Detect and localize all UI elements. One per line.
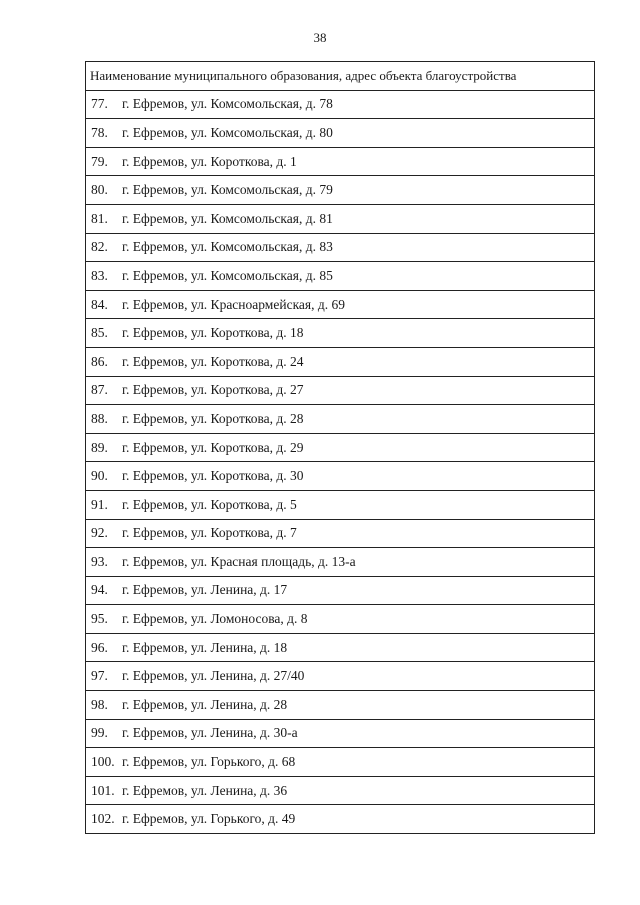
table-row bbox=[86, 719, 595, 748]
table-row bbox=[86, 576, 595, 605]
row-number: 99. bbox=[91, 725, 108, 741]
address-text: г. Ефремов, ул. Ленина, д. 17 bbox=[122, 582, 288, 598]
address-cell bbox=[86, 633, 595, 662]
table-row bbox=[86, 805, 595, 834]
row-number: 82. bbox=[91, 239, 108, 255]
address-cell bbox=[86, 719, 595, 748]
table-row bbox=[86, 662, 595, 691]
row-number: 80. bbox=[91, 182, 108, 198]
row-number: 92. bbox=[91, 525, 108, 541]
row-number: 100. bbox=[91, 754, 115, 770]
column-header: Наименование муниципального образования, адрес объекта благоустройства bbox=[86, 62, 595, 91]
address-text: г. Ефремов, ул. Короткова, д. 5 bbox=[122, 496, 297, 512]
table-row bbox=[86, 548, 595, 577]
address-text: г. Ефремов, ул. Горького, д. 68 bbox=[122, 754, 296, 770]
row-number: 85. bbox=[91, 325, 108, 341]
address-cell bbox=[86, 119, 595, 148]
address-text: г. Ефремов, ул. Ломоносова, д. 8 bbox=[122, 611, 308, 627]
address-cell bbox=[86, 376, 595, 405]
table-row bbox=[86, 462, 595, 491]
address-text: г. Ефремов, ул. Комсомольская, д. 78 bbox=[122, 96, 333, 112]
address-cell bbox=[86, 147, 595, 176]
address-text: г. Ефремов, ул. Комсомольская, д. 85 bbox=[122, 267, 333, 283]
address-text: г. Ефремов, ул. Короткова, д. 30 bbox=[122, 468, 304, 484]
address-cell bbox=[86, 605, 595, 634]
table-row bbox=[86, 90, 595, 119]
page-number: 38 bbox=[313, 30, 327, 45]
address-text: г. Ефремов, ул. Короткова, д. 24 bbox=[122, 353, 304, 369]
address-text: г. Ефремов, ул. Комсомольская, д. 79 bbox=[122, 182, 333, 198]
row-number: 102. bbox=[91, 811, 115, 827]
address-text: г. Ефремов, ул. Ленина, д. 30-а bbox=[122, 725, 298, 741]
table-row bbox=[86, 776, 595, 805]
table-row bbox=[86, 233, 595, 262]
address-text: г. Ефремов, ул. Ленина, д. 28 bbox=[122, 696, 288, 712]
table-row bbox=[86, 376, 595, 405]
address-cell bbox=[86, 233, 595, 262]
table-row bbox=[86, 147, 595, 176]
address-text: г. Ефремов, ул. Короткова, д. 27 bbox=[122, 382, 304, 398]
address-cell bbox=[86, 90, 595, 119]
address-text: г. Ефремов, ул. Комсомольская, д. 81 bbox=[122, 210, 333, 226]
address-cell bbox=[86, 462, 595, 491]
row-number: 81. bbox=[91, 210, 108, 226]
table-row bbox=[86, 290, 595, 319]
address-text: г. Ефремов, ул. Короткова, д. 29 bbox=[122, 439, 304, 455]
table-row bbox=[86, 519, 595, 548]
table-row bbox=[86, 119, 595, 148]
table-body bbox=[86, 90, 595, 833]
address-cell bbox=[86, 548, 595, 577]
address-cell bbox=[86, 176, 595, 205]
address-text: г. Ефремов, ул. Ленина, д. 27/40 bbox=[122, 668, 305, 684]
address-text: г. Ефремов, ул. Короткова, д. 7 bbox=[122, 525, 297, 541]
row-number: 79. bbox=[91, 153, 108, 169]
table-header-row bbox=[86, 62, 595, 91]
table-row bbox=[86, 319, 595, 348]
address-text: г. Ефремов, ул. Красноармейская, д. 69 bbox=[122, 296, 345, 312]
address-cell bbox=[86, 519, 595, 548]
row-number: 89. bbox=[91, 439, 108, 455]
address-text: г. Ефремов, ул. Горького, д. 49 bbox=[122, 811, 296, 827]
table-row bbox=[86, 405, 595, 434]
address-cell bbox=[86, 204, 595, 233]
row-number: 95. bbox=[91, 611, 108, 627]
address-text: г. Ефремов, ул. Красная площадь, д. 13-а bbox=[122, 553, 356, 569]
table-row bbox=[86, 262, 595, 291]
row-number: 101. bbox=[91, 782, 115, 798]
table-row bbox=[86, 433, 595, 462]
row-number: 98. bbox=[91, 696, 108, 712]
table-row bbox=[86, 490, 595, 519]
table-row bbox=[86, 633, 595, 662]
address-text: г. Ефремов, ул. Комсомольская, д. 83 bbox=[122, 239, 333, 255]
address-cell bbox=[86, 262, 595, 291]
address-text: г. Ефремов, ул. Короткова, д. 18 bbox=[122, 325, 304, 341]
row-number: 78. bbox=[91, 124, 108, 140]
address-text: г. Ефремов, ул. Короткова, д. 28 bbox=[122, 410, 304, 426]
address-cell bbox=[86, 490, 595, 519]
table-row bbox=[86, 691, 595, 720]
address-text: г. Ефремов, ул. Ленина, д. 36 bbox=[122, 782, 288, 798]
row-number: 91. bbox=[91, 496, 108, 512]
address-text: г. Ефремов, ул. Комсомольская, д. 80 bbox=[122, 124, 333, 140]
address-cell bbox=[86, 805, 595, 834]
table-row bbox=[86, 176, 595, 205]
address-cell bbox=[86, 748, 595, 777]
address-cell bbox=[86, 319, 595, 348]
row-number: 84. bbox=[91, 296, 108, 312]
row-number: 86. bbox=[91, 353, 108, 369]
row-number: 83. bbox=[91, 267, 108, 283]
table-row bbox=[86, 204, 595, 233]
row-number: 94. bbox=[91, 582, 108, 598]
table-row bbox=[86, 748, 595, 777]
row-number: 90. bbox=[91, 468, 108, 484]
table-row bbox=[86, 605, 595, 634]
row-number: 88. bbox=[91, 410, 108, 426]
table-row bbox=[86, 347, 595, 376]
address-cell bbox=[86, 576, 595, 605]
address-table bbox=[85, 61, 595, 834]
row-number: 93. bbox=[91, 553, 108, 569]
address-cell bbox=[86, 405, 595, 434]
row-number: 77. bbox=[91, 96, 108, 112]
address-text: г. Ефремов, ул. Короткова, д. 1 bbox=[122, 153, 297, 169]
row-number: 96. bbox=[91, 639, 108, 655]
address-cell bbox=[86, 347, 595, 376]
row-number: 87. bbox=[91, 382, 108, 398]
address-cell bbox=[86, 290, 595, 319]
address-cell bbox=[86, 662, 595, 691]
address-cell bbox=[86, 691, 595, 720]
address-cell bbox=[86, 776, 595, 805]
row-number: 97. bbox=[91, 668, 108, 684]
address-cell bbox=[86, 433, 595, 462]
address-text: г. Ефремов, ул. Ленина, д. 18 bbox=[122, 639, 288, 655]
